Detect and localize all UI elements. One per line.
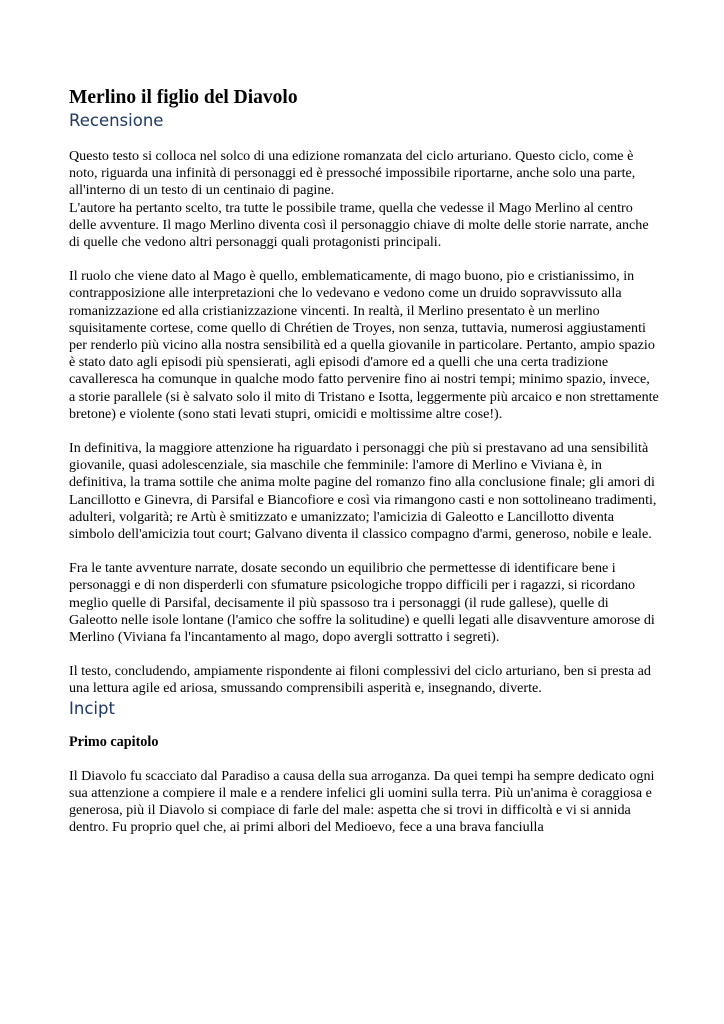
review-paragraph-1a: Questo testo si colloca nel solco di una edizione romanzata del ciclo arturiano. Questo ciclo, come è noto, riguarda una infinità di personaggi ed è pressoché impossibile riportarne, anche solo una parte, all'interno di un testo di un centinaio di pagine.	[69, 148, 636, 199]
section-heading-recensione: Recensione	[69, 111, 164, 130]
page-title: Merlino il figlio del Diavolo	[69, 87, 298, 108]
document-body	[69, 86, 659, 837]
review-paragraph-3: In definitiva, la maggiore attenzione ha riguardato i personaggi che più si prestavano ad una sensibilità giovanile, quasi adolescenziale, sia maschile che femminile: l'amore di Merlino e Viviana è, in definitiva, la trama sottile che anima molte pagine del romanzo fino alla conclusione finale; gli amori di Lancillotto e Ginevra, di Parsifal e Biancofiore e così via rimangono casti e non sottolineano tradimenti, adulteri, volgarità; re Artù è smitizzato e umanizzato; l'amicizia di Galeotto e Lancillotto diventa simbolo dell'amicizia tout court; Galvano diventa il classico compagno d'armi, generoso, nobile e leale.	[69, 440, 657, 543]
section-heading-incipit: Incipt	[69, 698, 115, 718]
review-paragraph-1b: L'autore ha pertanto scelto, tra tutte le possibile trame, quella che vedesse il Mago Merlino al centro delle avventure. Il mago Merlino diventa così il personaggio chiave di molte delle storie narrate, anche di quelle che vedono altri personaggi quali protagonisti principali.	[69, 199, 649, 251]
chapter-paragraph: Il Diavolo fu scacciato dal Paradiso a causa della sua arroganza. Da quei tempi ha sempre dedicato ogni sua attenzione a compiere il male e a rendere infelici gli uomini sulla terra. Più un'anima è coraggiosa e generosa, più il Diavolo si compiace di farle del male: aspetta che si trovi in difficoltà e vi si annida dentro. Fu proprio quel che, ai primi albori del Medioevo, fece a una brava fanciulla	[69, 767, 655, 836]
review-paragraph-4: Fra le tante avventure narrate, dosate secondo un equilibrio che permettesse di identificare bene i personaggi e di non disperderli con sfumature psicologiche troppo difficili per i ragazzi, si ricordano meglio quelle di Parsifal, decisamente il più spassoso tra i personaggi (il rude gallese), quelle di Galeotto nelle isole lontane (l'amico che soffre la solitudine) e quelli legati alle disavventure amorose di Merlino (Viviana fa l'incantamento al mago, dopo avergli sottratto i segreti).	[69, 560, 655, 646]
chapter-title: Primo capitolo	[69, 733, 159, 750]
review-paragraph-2: Il ruolo che viene dato al Mago è quello, emblematicamente, di mago buono, pio e cristianissimo, in contrapposizione alle interpretazioni che lo vedevano e vedono come un druido sopravvissuto alla romanizzazione ed alla cristianizzazione vincenti. In realtà, il Merlino presentato è un merlino squisitamente cortese, come quello di Chrétien de Troyes, non senza, tuttavia, numerosi aggiustamenti per renderlo più vicino alla nostra sensibilità ed a quella giovanile in particolare. Pertanto, ampio spazio è stato dato agli episodi più spensierati, agli episodi d'amore ed a quelli che una certa tradizione cavalleresca ha comunque in qualche modo fatto pervenire fino ai nostri tempi; minimo spazio, invece, a storie parallele (si è salvato solo il mito di Tristano e Isotta, leggermente più arcaico e non strettamente bretone) e violente (sono stati levati stupri, omicidi e moltissime altre cose!).	[69, 268, 659, 422]
review-paragraph-5: Il testo, concludendo, ampiamente rispondente ai filoni complessivi del ciclo arturiano, ben si presta ad una lettura agile ed ariosa, smussando comprensibili asperità e, insegnando, diverte.	[69, 663, 651, 697]
